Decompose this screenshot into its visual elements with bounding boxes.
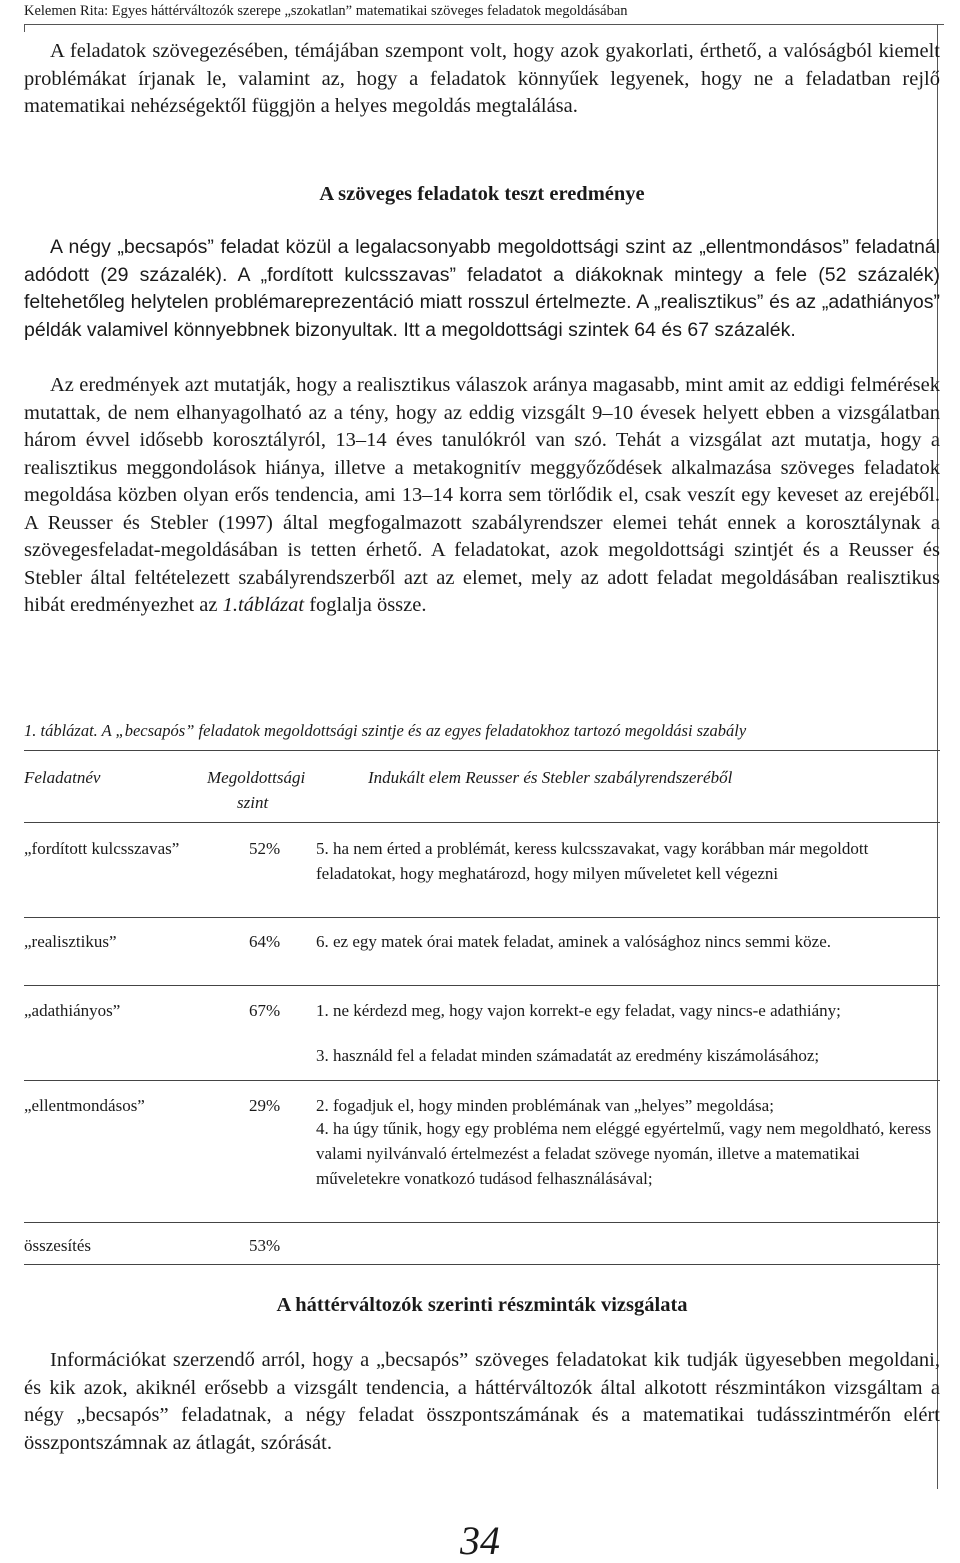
table-header-rule-line <box>24 822 940 823</box>
table-caption-text: A „becsapós” feladatok megoldottsági szintje és az egyes feladatokhoz tartozó megoldási szabály <box>101 721 747 740</box>
table-row-rule: 4. ha úgy tűnik, hogy egy probléma nem eléggé egyértelmű, vagy nem megoldható, keress valami nyilvánvaló értelmezést a feladat szövege nyomán, illetve a matematikai műveletekre vonatkozó tudásod felhasználásával; <box>316 1119 932 1188</box>
results-paragraph-2-main: Az eredmények azt mutatják, hogy a realisztikus válaszok aránya magasabb, mint amit az eddigi felmérések mutattak, de nem elhanyagolható az a tény, hogy az eddig vizsgált 9–10 évesek helyett ebben a vizsgálatban három évvel idősebb korosztályról, 13–14 éves tanulókról van szó. Tehát a vizsgálat azt mutatja, hogy a realisztikus meggondolások hiánya, illetve a metakognitív meggyőződések alkalmazása szöveges feladatok megoldása közben olyan erős tendencia, ami 13–14 korra sem törlődik el, csak veszít egy keveset az erejéből. A Reusser és Stebler (1997) által megfogalmazott szabályrendszer elemei tehát ennek a korosztálynak a szövegesfeladat-megoldásában is tetten érhető. A feladatokat, azok megoldottsági szintjét és a Reusser és Stebler által feltételezett szabályrendszerből azt az elemet, mely az adott feladat megoldásában realisztikus hibát eredményezhet az <box>24 374 940 616</box>
results-paragraph-2-text <box>24 372 940 620</box>
table-row-name: „fordított kulcsszavas” <box>24 839 180 858</box>
table-row-rule: 2. fogadjuk el, hogy minden problémának van „helyes” megoldása; <box>316 1096 774 1115</box>
results-paragraph-1 <box>24 234 940 344</box>
table-row-rule: 1. ne kérdezd meg, hogy vajon korrekt-e egy feladat, vagy nincs-e adathiány; <box>316 1001 841 1020</box>
table-row-divider <box>24 1222 940 1223</box>
table-row-name: „adathiányos” <box>24 1001 121 1020</box>
table-bottom-rule <box>24 1264 940 1265</box>
table-reference: 1.táblázat <box>222 594 305 616</box>
table-row-level: 52% <box>249 839 281 858</box>
page-number: 34 <box>460 1518 500 1563</box>
table-row-rule: 6. ez egy matek órai matek feladat, aminek a valósághoz nincs semmi köze. <box>316 932 831 951</box>
intro-paragraph <box>24 38 940 121</box>
subsamples-paragraph-text: Információkat szerzendő arról, hogy a „becsapós” szöveges feladatokat kik tudják ügyesebben megoldani, és kik azok, akiknél erősebb a vizsgált tendencia, a háttérváltozók által alkotott részmintákon vizsgáltam a négy „becsapós” feladatnak, a négy feladat összpontszámának és a matematikai tudásszintmérőn elért összpontszámnak az átlagát, szórását. <box>24 1349 940 1454</box>
table-caption-number: 1. táblázat. <box>24 721 98 740</box>
table-row-name: „ellentmondásos” <box>24 1096 145 1115</box>
section-heading-subsamples: A háttérváltozók szerinti részminták vizsgálata <box>276 1294 688 1316</box>
intro-paragraph-text: A feladatok szövegezésében, témájában szempont volt, hogy azok gyakorlati, érthető, a valóságból kiemelt problémákat írjanak le, valamint az, hogy a feladatok könnyűek legyenek, hogy ne a feladatban rejlő matematikai nehézségektől függjön a helyes megoldás megtalálása. <box>24 40 940 117</box>
table-row-name: „realisztikus” <box>24 932 117 951</box>
table-row-divider <box>24 917 940 918</box>
results-paragraph-2 <box>24 372 940 620</box>
table-header-level-line1: Megoldottsági <box>207 768 306 787</box>
table-caption <box>24 720 940 742</box>
left-tick-rule <box>24 24 25 32</box>
table-row-divider <box>24 1080 940 1081</box>
table-row-level: 29% <box>249 1096 281 1115</box>
table-row-rule: 3. használd fel a feladat minden számadatát az eredmény kiszámolásához; <box>316 1046 820 1065</box>
table-row-level: 64% <box>249 932 281 951</box>
running-head: Kelemen Rita: Egyes háttérváltozók szerepe „szokatlan” matematikai szöveges feladatok megoldásában <box>24 0 944 25</box>
table-header-rule: Indukált elem Reusser és Stebler szabályrendszeréből <box>368 768 733 787</box>
table-top-rule <box>24 750 940 751</box>
table-row-rule: 5. ha nem érted a problémát, keress kulcsszavakat, vagy korábban már megoldott feladatokat, hogy meghatározd, hogy milyen műveletet kell végezni <box>316 839 869 883</box>
table-row-divider <box>24 985 940 986</box>
results-paragraph-2-tail: foglalja össze. <box>309 594 427 616</box>
table-header-name: Feladatnév <box>24 768 101 787</box>
subsamples-paragraph <box>24 1347 940 1457</box>
table-row-level: 67% <box>249 1001 281 1020</box>
section-heading-test-results: A szöveges feladatok teszt eredménye <box>319 183 645 205</box>
table-summary-level: 53% <box>249 1236 281 1255</box>
table-summary-name: összesítés <box>24 1236 92 1255</box>
table-header-level-line2: szint <box>237 793 269 812</box>
results-paragraph-1-text: A négy „becsapós” feladat közül a legalacsonyabb megoldottsági szint az „ellentmondásos” feladatnál adódott (29 százalék). A „fordított kulcsszavas” feladatot a diákoknak mintegy a fele (52 százalék) feltehetőleg helytelen problémareprezentáció miatt rosszul értelmezte. A „realisztikus” és az „adathiányos” példák valamivel könnyebbnek bizonyultak. Itt a megoldottsági szintek 64 és 67 százalék. <box>24 236 940 341</box>
